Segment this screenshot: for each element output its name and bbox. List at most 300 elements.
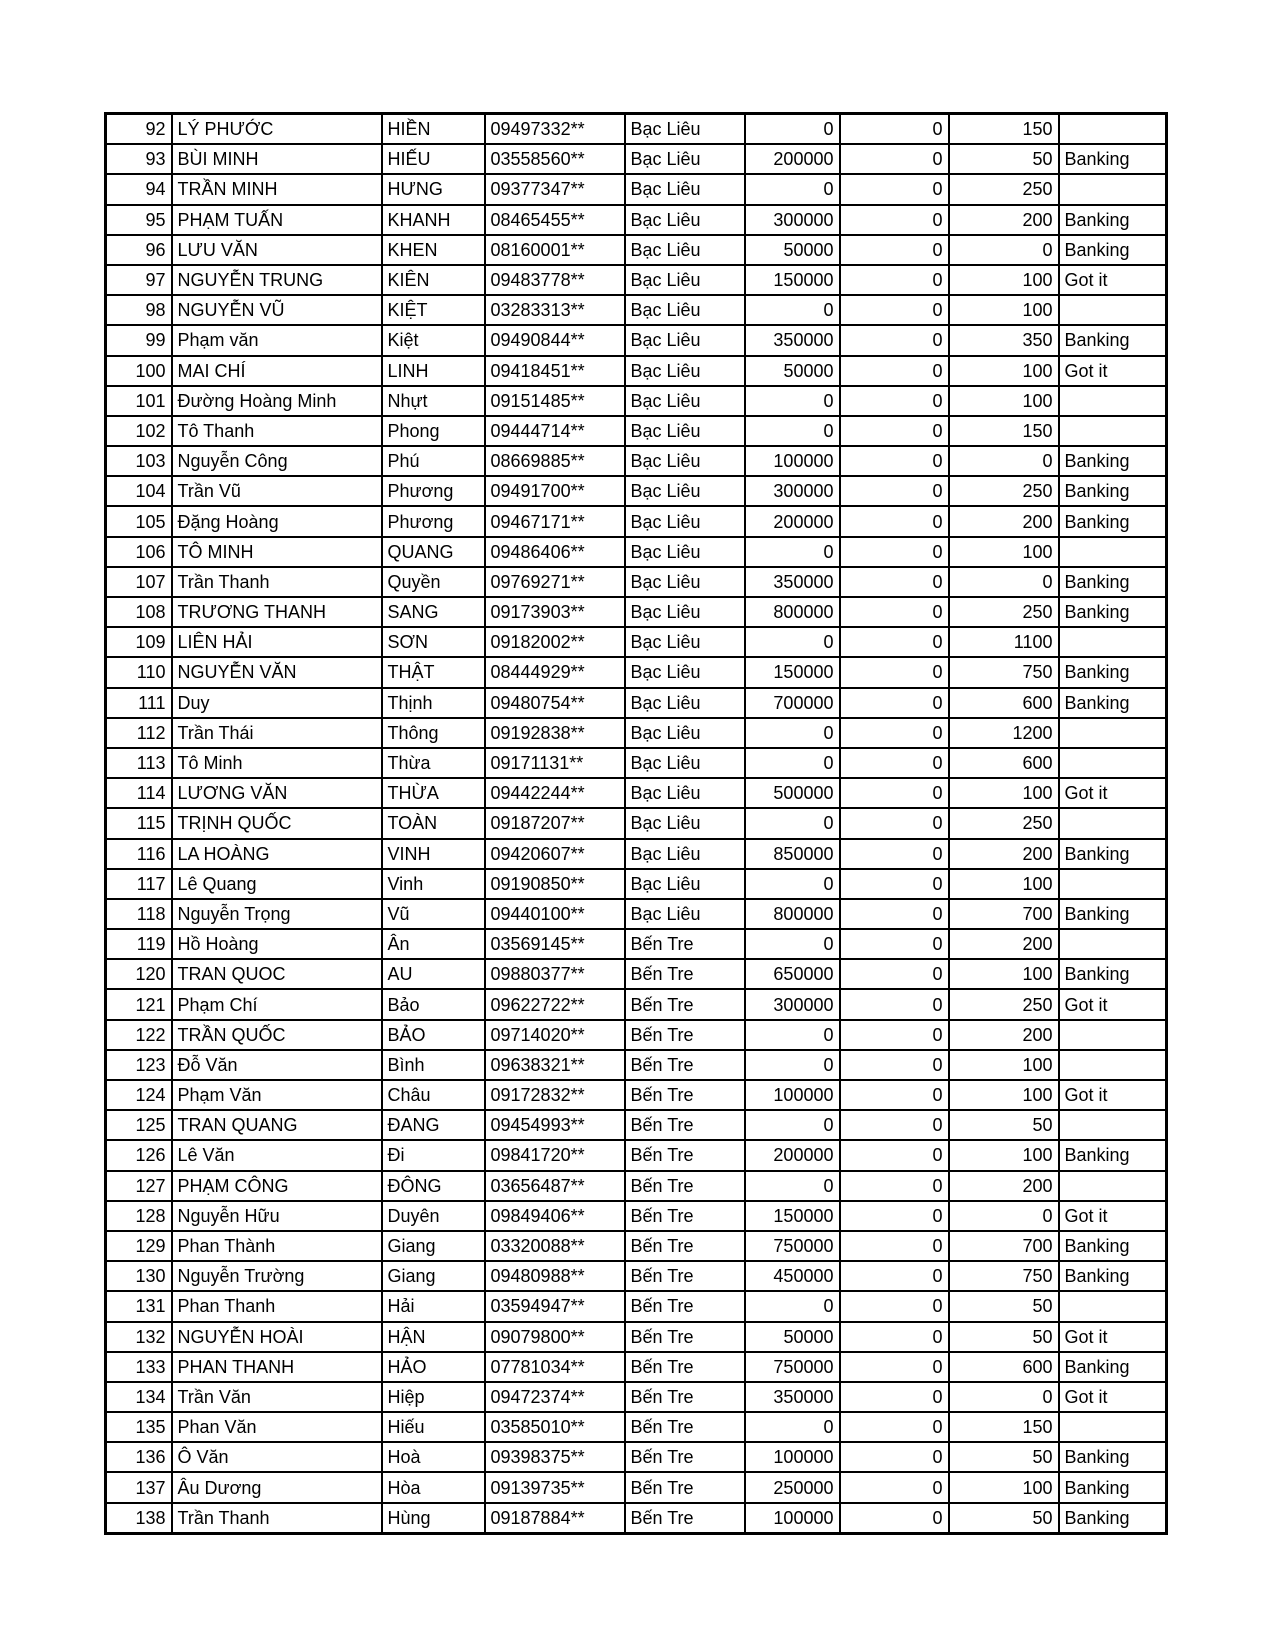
first-name-cell: Lê Văn [172,1140,382,1170]
province-cell: Bạc Liêu [625,356,745,386]
first-name-cell: PHẠM CÔNG [172,1171,382,1201]
province-cell: Bạc Liêu [625,506,745,536]
amount-cell: 0 [745,1412,840,1442]
phone-cell: 03585010** [485,1412,625,1442]
row-number-cell: 126 [106,1140,172,1170]
status-cell: Banking [1059,476,1167,506]
status-cell: Banking [1059,959,1167,989]
status-cell: Banking [1059,688,1167,718]
amount-cell: 750000 [745,1352,840,1382]
points-cell: 50 [949,1503,1059,1534]
amount-cell: 200000 [745,1140,840,1170]
last-name-cell: HẢO [382,1352,485,1382]
amount-cell: 300000 [745,205,840,235]
phone-cell: 09139735** [485,1472,625,1502]
first-name-cell: Nguyễn Công [172,446,382,476]
province-cell: Bạc Liêu [625,144,745,174]
province-cell: Bến Tre [625,1472,745,1502]
points-cell: 350 [949,325,1059,355]
row-number-cell: 98 [106,295,172,325]
amount-cell: 0 [745,295,840,325]
zero-cell: 0 [840,1412,949,1442]
table-row [106,1382,1167,1412]
province-cell: Bến Tre [625,1201,745,1231]
row-number-cell: 115 [106,808,172,838]
province-cell: Bến Tre [625,989,745,1019]
zero-cell: 0 [840,476,949,506]
zero-cell: 0 [840,537,949,567]
points-cell: 0 [949,235,1059,265]
table-row [106,778,1167,808]
status-cell: Banking [1059,1472,1167,1502]
phone-cell: 03320088** [485,1231,625,1261]
first-name-cell: LÝ PHƯỚC [172,114,382,145]
row-number-cell: 99 [106,325,172,355]
row-number-cell: 108 [106,597,172,627]
table-row [106,1080,1167,1110]
points-cell: 100 [949,869,1059,899]
last-name-cell: SƠN [382,627,485,657]
amount-cell: 150000 [745,265,840,295]
table-row [106,597,1167,627]
zero-cell: 0 [840,1503,949,1534]
zero-cell: 0 [840,1171,949,1201]
amount-cell: 50000 [745,356,840,386]
table-row [106,929,1167,959]
points-cell: 0 [949,1201,1059,1231]
first-name-cell: LƯƠNG VĂN [172,778,382,808]
row-number-cell: 123 [106,1050,172,1080]
amount-cell: 150000 [745,657,840,687]
last-name-cell: Phương [382,476,485,506]
row-number-cell: 131 [106,1291,172,1321]
province-cell: Bạc Liêu [625,808,745,838]
province-cell: Bến Tre [625,1322,745,1352]
amount-cell: 0 [745,748,840,778]
points-cell: 100 [949,295,1059,325]
amount-cell: 750000 [745,1231,840,1261]
status-cell: Got it [1059,989,1167,1019]
first-name-cell: NGUYỄN VĂN [172,657,382,687]
row-number-cell: 125 [106,1110,172,1140]
phone-cell: 03569145** [485,929,625,959]
table-row [106,1231,1167,1261]
first-name-cell: PHẠM TUẤN [172,205,382,235]
last-name-cell: Hiệp [382,1382,485,1412]
phone-cell: 09192838** [485,718,625,748]
amount-cell: 0 [745,1291,840,1321]
points-cell: 50 [949,1322,1059,1352]
row-number-cell: 129 [106,1231,172,1261]
first-name-cell: Ô Văn [172,1442,382,1472]
first-name-cell: Nguyễn Trường [172,1261,382,1291]
phone-cell: 09491700** [485,476,625,506]
points-cell: 100 [949,1080,1059,1110]
table-row [106,748,1167,778]
first-name-cell: Phan Thành [172,1231,382,1261]
status-cell: Banking [1059,446,1167,476]
zero-cell: 0 [840,869,949,899]
last-name-cell: Hải [382,1291,485,1321]
province-cell: Bến Tre [625,1291,745,1321]
last-name-cell: LINH [382,356,485,386]
last-name-cell: HIẾU [382,144,485,174]
row-number-cell: 122 [106,1020,172,1050]
last-name-cell: Hiếu [382,1412,485,1442]
row-number-cell: 135 [106,1412,172,1442]
province-cell: Bến Tre [625,1352,745,1382]
status-cell: Got it [1059,1201,1167,1231]
first-name-cell: TRAN QUANG [172,1110,382,1140]
phone-cell: 09182002** [485,627,625,657]
phone-cell: 09173903** [485,597,625,627]
points-cell: 200 [949,1171,1059,1201]
amount-cell: 150000 [745,1201,840,1231]
points-cell: 50 [949,1291,1059,1321]
points-cell: 100 [949,265,1059,295]
last-name-cell: Hoà [382,1442,485,1472]
table-row [106,1140,1167,1170]
row-number-cell: 94 [106,174,172,204]
amount-cell: 0 [745,718,840,748]
last-name-cell: VINH [382,839,485,869]
row-number-cell: 114 [106,778,172,808]
status-cell [1059,718,1167,748]
status-cell: Got it [1059,1322,1167,1352]
amount-cell: 350000 [745,1382,840,1412]
first-name-cell: NGUYỄN VŨ [172,295,382,325]
last-name-cell: THỪA [382,778,485,808]
zero-cell: 0 [840,567,949,597]
table-row [106,1171,1167,1201]
table-row [106,657,1167,687]
status-cell: Banking [1059,1140,1167,1170]
phone-cell: 09187884** [485,1503,625,1534]
status-cell: Got it [1059,1382,1167,1412]
table-row [106,808,1167,838]
row-number-cell: 104 [106,476,172,506]
points-cell: 750 [949,1261,1059,1291]
last-name-cell: Nhựt [382,386,485,416]
zero-cell: 0 [840,1231,949,1261]
status-cell: Banking [1059,144,1167,174]
status-cell: Banking [1059,235,1167,265]
first-name-cell: LƯU VĂN [172,235,382,265]
phone-cell: 09151485** [485,386,625,416]
phone-cell: 03594947** [485,1291,625,1321]
amount-cell: 0 [745,929,840,959]
last-name-cell: Hòa [382,1472,485,1502]
status-cell: Got it [1059,1080,1167,1110]
province-cell: Bạc Liêu [625,386,745,416]
points-cell: 250 [949,597,1059,627]
amount-cell: 200000 [745,506,840,536]
phone-cell: 09187207** [485,808,625,838]
province-cell: Bạc Liêu [625,567,745,597]
first-name-cell: TRƯƠNG THANH [172,597,382,627]
phone-cell: 09841720** [485,1140,625,1170]
last-name-cell: Thừa [382,748,485,778]
table-row [106,386,1167,416]
province-cell: Bạc Liêu [625,748,745,778]
zero-cell: 0 [840,1322,949,1352]
province-cell: Bạc Liêu [625,597,745,627]
phone-cell: 09442244** [485,778,625,808]
row-number-cell: 137 [106,1472,172,1502]
province-cell: Bạc Liêu [625,657,745,687]
points-cell: 200 [949,839,1059,869]
province-cell: Bạc Liêu [625,718,745,748]
province-cell: Bạc Liêu [625,265,745,295]
table-row [106,446,1167,476]
status-cell [1059,808,1167,838]
phone-cell: 09490844** [485,325,625,355]
amount-cell: 100000 [745,446,840,476]
first-name-cell: PHAN THANH [172,1352,382,1382]
province-cell: Bến Tre [625,1140,745,1170]
status-cell: Banking [1059,597,1167,627]
zero-cell: 0 [840,416,949,446]
last-name-cell: KHEN [382,235,485,265]
zero-cell: 0 [840,1080,949,1110]
first-name-cell: BÙI MINH [172,144,382,174]
table-row [106,205,1167,235]
phone-cell: 09880377** [485,959,625,989]
last-name-cell: AU [382,959,485,989]
points-cell: 200 [949,205,1059,235]
phone-cell: 09472374** [485,1382,625,1412]
row-number-cell: 92 [106,114,172,145]
province-cell: Bạc Liêu [625,295,745,325]
amount-cell: 800000 [745,899,840,929]
points-cell: 100 [949,1472,1059,1502]
amount-cell: 250000 [745,1472,840,1502]
table-row [106,1412,1167,1442]
row-number-cell: 127 [106,1171,172,1201]
last-name-cell: ĐANG [382,1110,485,1140]
zero-cell: 0 [840,295,949,325]
status-cell: Banking [1059,506,1167,536]
province-cell: Bạc Liêu [625,627,745,657]
last-name-cell: Bình [382,1050,485,1080]
phone-cell: 08669885** [485,446,625,476]
status-cell: Banking [1059,205,1167,235]
first-name-cell: Trần Thanh [172,1503,382,1534]
phone-cell: 03558560** [485,144,625,174]
zero-cell: 0 [840,446,949,476]
zero-cell: 0 [840,1352,949,1382]
row-number-cell: 106 [106,537,172,567]
row-number-cell: 117 [106,869,172,899]
last-name-cell: Thịnh [382,688,485,718]
zero-cell: 0 [840,325,949,355]
first-name-cell: Đỗ Văn [172,1050,382,1080]
last-name-cell: THẬT [382,657,485,687]
province-cell: Bạc Liêu [625,114,745,145]
row-number-cell: 133 [106,1352,172,1382]
amount-cell: 0 [745,1110,840,1140]
row-number-cell: 130 [106,1261,172,1291]
points-cell: 150 [949,416,1059,446]
last-name-cell: Hùng [382,1503,485,1534]
zero-cell: 0 [840,657,949,687]
row-number-cell: 132 [106,1322,172,1352]
row-number-cell: 107 [106,567,172,597]
table-row [106,1020,1167,1050]
amount-cell: 50000 [745,1322,840,1352]
status-cell: Banking [1059,839,1167,869]
zero-cell: 0 [840,1110,949,1140]
zero-cell: 0 [840,989,949,1019]
table-row [106,235,1167,265]
points-cell: 50 [949,1110,1059,1140]
status-cell: Banking [1059,1352,1167,1382]
status-cell [1059,929,1167,959]
last-name-cell: KIÊN [382,265,485,295]
points-cell: 700 [949,899,1059,929]
zero-cell: 0 [840,1472,949,1502]
table-row [106,839,1167,869]
table-row [106,1291,1167,1321]
table-row [106,325,1167,355]
province-cell: Bến Tre [625,1503,745,1534]
phone-cell: 03656487** [485,1171,625,1201]
last-name-cell: SANG [382,597,485,627]
row-number-cell: 105 [106,506,172,536]
zero-cell: 0 [840,1382,949,1412]
province-cell: Bạc Liêu [625,325,745,355]
last-name-cell: Quyền [382,567,485,597]
amount-cell: 100000 [745,1080,840,1110]
phone-cell: 09418451** [485,356,625,386]
amount-cell: 100000 [745,1503,840,1534]
last-name-cell: Ân [382,929,485,959]
zero-cell: 0 [840,929,949,959]
status-cell [1059,1291,1167,1321]
points-cell: 250 [949,989,1059,1019]
last-name-cell: Giang [382,1261,485,1291]
first-name-cell: Phan Văn [172,1412,382,1442]
points-cell: 700 [949,1231,1059,1261]
points-cell: 750 [949,657,1059,687]
last-name-cell: KHANH [382,205,485,235]
table-row [106,265,1167,295]
phone-cell: 09444714** [485,416,625,446]
zero-cell: 0 [840,1442,949,1472]
phone-cell: 09849406** [485,1201,625,1231]
status-cell [1059,1050,1167,1080]
amount-cell: 650000 [745,959,840,989]
amount-cell: 700000 [745,688,840,718]
status-cell [1059,627,1167,657]
phone-cell: 09398375** [485,1442,625,1472]
status-cell: Banking [1059,1442,1167,1472]
phone-cell: 09420607** [485,839,625,869]
province-cell: Bến Tre [625,1020,745,1050]
last-name-cell: TOÀN [382,808,485,838]
province-cell: Bạc Liêu [625,869,745,899]
row-number-cell: 136 [106,1442,172,1472]
points-cell: 1200 [949,718,1059,748]
points-cell: 150 [949,114,1059,145]
zero-cell: 0 [840,205,949,235]
status-cell: Banking [1059,1231,1167,1261]
points-cell: 0 [949,1382,1059,1412]
first-name-cell: TRỊNH QUỐC [172,808,382,838]
table-row [106,1503,1167,1534]
province-cell: Bến Tre [625,1231,745,1261]
zero-cell: 0 [840,1291,949,1321]
status-cell [1059,869,1167,899]
zero-cell: 0 [840,778,949,808]
points-cell: 600 [949,1352,1059,1382]
last-name-cell: Giang [382,1231,485,1261]
province-cell: Bạc Liêu [625,446,745,476]
status-cell [1059,416,1167,446]
customer-table [104,112,1168,1535]
table-row [106,506,1167,536]
phone-cell: 08444929** [485,657,625,687]
points-cell: 250 [949,174,1059,204]
first-name-cell: Trần Thanh [172,567,382,597]
last-name-cell: Đi [382,1140,485,1170]
amount-cell: 300000 [745,989,840,1019]
phone-cell: 09483778** [485,265,625,295]
status-cell [1059,748,1167,778]
first-name-cell: LA HOÀNG [172,839,382,869]
last-name-cell: Bảo [382,989,485,1019]
amount-cell: 100000 [745,1442,840,1472]
phone-cell: 09769271** [485,567,625,597]
amount-cell: 0 [745,869,840,899]
row-number-cell: 112 [106,718,172,748]
province-cell: Bạc Liêu [625,537,745,567]
points-cell: 0 [949,446,1059,476]
province-cell: Bạc Liêu [625,174,745,204]
first-name-cell: TRẦN QUỐC [172,1020,382,1050]
zero-cell: 0 [840,808,949,838]
province-cell: Bạc Liêu [625,778,745,808]
phone-cell: 09486406** [485,537,625,567]
zero-cell: 0 [840,718,949,748]
status-cell: Banking [1059,1261,1167,1291]
first-name-cell: TÔ MINH [172,537,382,567]
status-cell: Got it [1059,356,1167,386]
phone-cell: 09480988** [485,1261,625,1291]
amount-cell: 0 [745,1020,840,1050]
first-name-cell: Trần Vũ [172,476,382,506]
status-cell [1059,295,1167,325]
zero-cell: 0 [840,1140,949,1170]
points-cell: 100 [949,778,1059,808]
zero-cell: 0 [840,144,949,174]
zero-cell: 0 [840,839,949,869]
table-row [106,1352,1167,1382]
province-cell: Bến Tre [625,1080,745,1110]
phone-cell: 09480754** [485,688,625,718]
row-number-cell: 118 [106,899,172,929]
amount-cell: 0 [745,114,840,145]
province-cell: Bạc Liêu [625,235,745,265]
row-number-cell: 113 [106,748,172,778]
points-cell: 200 [949,1020,1059,1050]
points-cell: 100 [949,959,1059,989]
zero-cell: 0 [840,597,949,627]
table-row [106,989,1167,1019]
table-row [106,567,1167,597]
table-row [106,1322,1167,1352]
last-name-cell: Phương [382,506,485,536]
